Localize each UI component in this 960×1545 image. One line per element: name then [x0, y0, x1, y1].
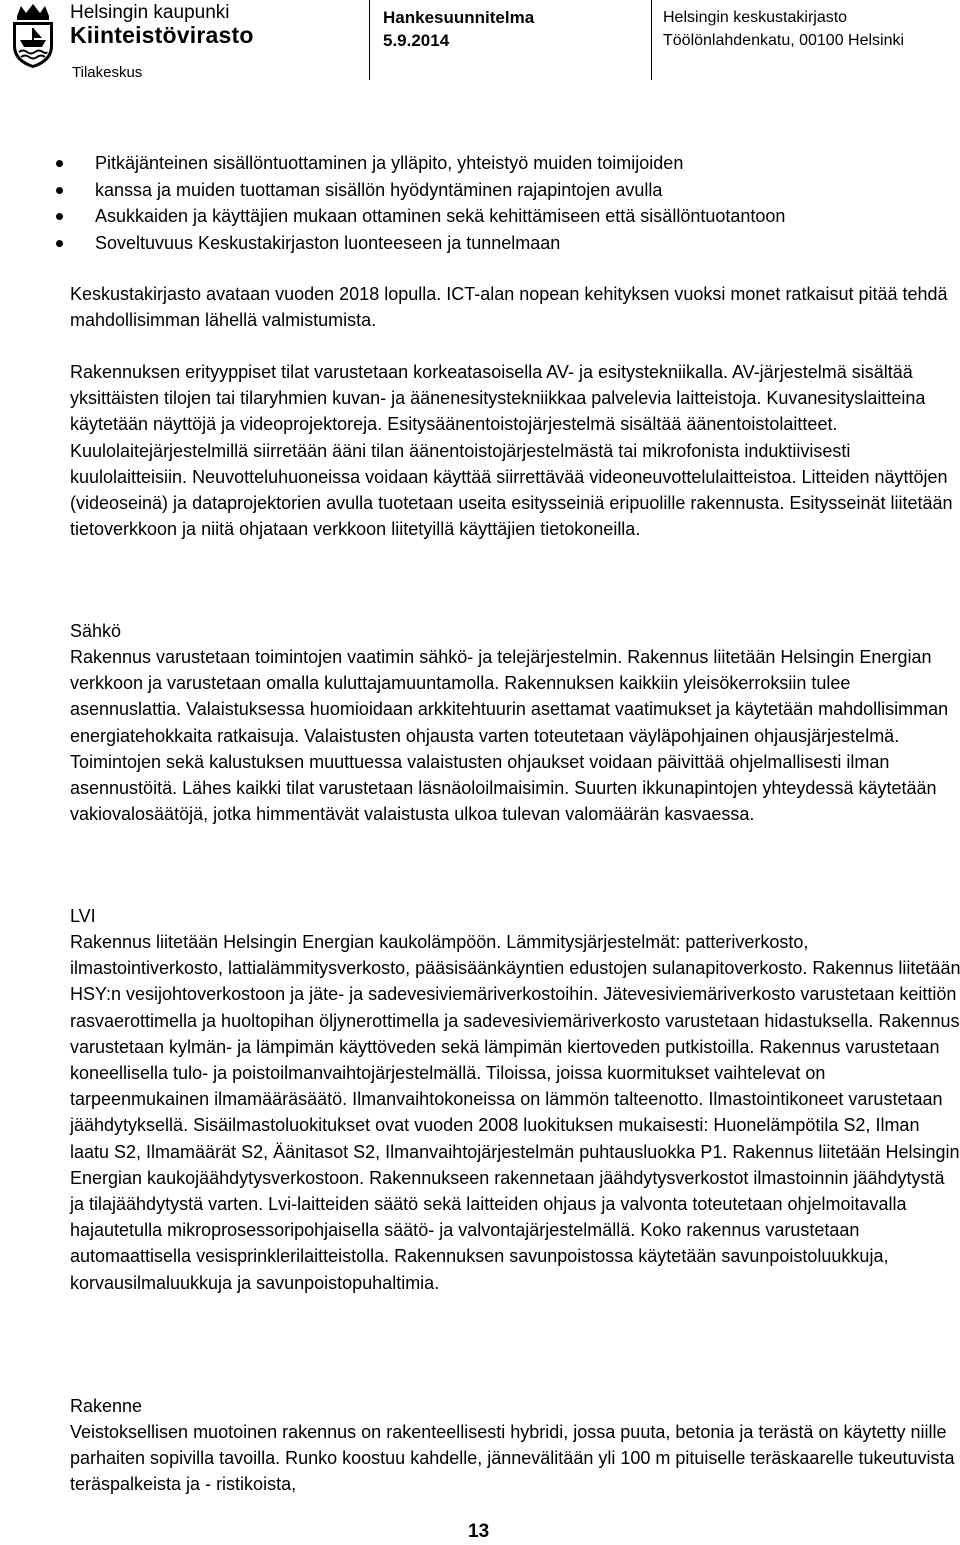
- department-label: Tilakeskus: [72, 64, 143, 81]
- list-item: Asukkaiden ja käyttäjien mukaan ottaminen sekä kehittämiseen että sisällöntuotantoon: [70, 203, 785, 230]
- org-top-line: Helsingin kaupunki: [70, 2, 230, 23]
- lvi-paragraph: Rakennus liitetään Helsingin Energian kaukolämpöön. Lämmitysjärjestelmät: patteriverkosto, ilmastointiverkosto, lattialämmitysverkosto, pääsisäänkäyntien edustojen sulanapitoverkosto. Rakennus liitetään HSY:n vesijohtoverkostoon ja jäte- ja sadevesiviemäriverkostoihin. Jätevesiviemäriverkosto varustetaan keittiön rasvaerottimella ja huoltopihan öljynerottimella ja sadevesiviemäriverkosto varustetaan hidastuksella. Rakennus varustetaan kylmän- ja lämpimän käyttöveden sekä lämpimän kiertoveden putkistoilla. Rakennus varustetaan koneellisella tulo- ja poistoilmanvaihtojärjestelmällä. Tiloissa, joissa kuormitukset vaihtelevat on tarpeenmukainen ilmamääräsäätö. Ilmanvaihtokoneissa on lämmön talteenotto. Ilmastointikoneet varustetaan jäähdytyksellä. Sisäilmastoluokitukset ovat vuoden 2008 luokituksen mukaisesti: Huonelämpötila S2, Ilman laatu S2, Ilmamäärät S2, Äänitasot S2, Ilmanvaihtojärjestelmän puhtausluokka P1. Rakennus liitetään Helsingin Energian kaukojäähdytysverkostoon. Rakennukseen rakennetaan jäähdytysverkostot ilmastoinnin jäähdytystä ja tilajäähdytystä varten. Lvi-laitteiden säätö sekä laitteiden ohjaus ja valvonta toteutetaan ohjelmoitavalla hajautetulla mikroprosessoripohjaisella säätö- ja valvontajärjestelmällä. Koko rakennus varustetaan automaattisella vesisprinklerilaitteistolla. Rakennuksen savunpoistossa käytetään savunpoistoluukkuja, korvausilmaluukkuja ja savunpoistopuhaltimia.: [70, 932, 960, 1293]
- header-divider: [369, 0, 370, 80]
- rakenne-paragraph: Veistoksellisen muotoinen rakennus on rakenteellisesti hybridi, jossa puuta, betonia ja terästä on käytetty niille parhaiten sopivilla tavoilla. Runko koostuu kahdelle, jännevälitään yli 100 m pituiselle teräskaarelle tukeutuvista teräspalkeista ja - ristikoista,: [70, 1422, 955, 1495]
- document-type: Hankesuunnitelma: [383, 8, 535, 27]
- page-number: 13: [468, 1521, 490, 1542]
- org-main-line: Kiinteistövirasto: [70, 22, 254, 48]
- list-item: kanssa ja muiden tuottaman sisällön hyödyntäminen rajapintojen avulla: [70, 177, 785, 204]
- helsinki-crest-icon: [4, 2, 62, 70]
- document-date: 5.9.2014: [383, 31, 450, 50]
- project-address: Töölönlahdenkatu, 00100 Helsinki: [663, 32, 905, 49]
- opening-paragraph: Keskustakirjasto avataan vuoden 2018 lopulla. ICT-alan nopean kehityksen vuoksi monet ratkaisut pitää tehdä mahdollisimman lähellä valmistumista.: [70, 284, 948, 331]
- organization-name: [70, 3, 254, 47]
- bullet-list: [70, 150, 785, 256]
- section-heading-rakenne: Rakenne: [70, 1396, 143, 1416]
- page-header: [0, 0, 960, 90]
- av-paragraph: Rakennuksen erityyppiset tilat varustetaan korkeatasoisella AV- ja esitystekniikalla. AV-järjestelmä sisältää yksittäisten tilojen tai tilaryhmien kuvan- ja äänenesitystekniikkaa palvelevia laitteistoja. Kuvanesityslaitteina käytetään näyttöjä ja videoprojektoreja. Esitysäänentoistojärjestelmä sisältää äänentoistolaitteet. Kuulolaitejärjestelmillä siirretään ääni tilan äänentoistojärjestelmästä tai mikrofonista induktiivisesti kuulolaitteisiin. Neuvotteluhuoneissa voidaan käyttää siirrettävää videoneuvottelulaitteistoa. Litteiden näyttöjen (videoseinä) ja dataprojektorien avulla tuotetaan useita esitysseiniä eripuolille rakennusta. Esitysseinät liitetään tietoverkkoon ja niitä ohjataan verkkoon liitetyillä käyttäjien tietokoneilla.: [70, 362, 953, 540]
- sahko-paragraph: Rakennus varustetaan toimintojen vaatimin sähkö- ja telejärjestelmin. Rakennus liitetään Helsingin Energian verkkoon ja varustetaan omalla kuluttajamuuntamolla. Rakennuksen kaikkiin yleisökerroksiin tulee asennuslattia. Valaistuksessa huomioidaan arkkitehtuurin asettamat vaatimukset ja käytetään mahdollisimman energiatehokkaita ratkaisuja. Valaistusten ohjausta varten toteutetaan väyläpohjainen ohjausjärjestelmä. Toimintojen sekä kalustuksen muuttuessa valaistusten ohjaukset voidaan päivittää ohjelmallisesti ilman asennustöitä. Lähes kaikki tilat varustetaan läsnäoloilmaisimin. Suurten ikkunapintojen yhteydessä käytetään vakiovalosäätöjä, jotka himmentävät valaistusta ulkoa tulevan valomäärän kasvaessa.: [70, 647, 949, 825]
- header-divider: [651, 0, 652, 80]
- project-block: [663, 6, 904, 52]
- section-heading-lvi: LVI: [70, 906, 96, 926]
- list-item: Soveltuvuus Keskustakirjaston luonteeseen ja tunnelmaan: [70, 230, 785, 257]
- project-name: Helsingin keskustakirjasto: [663, 9, 848, 26]
- document-type-block: [383, 6, 534, 52]
- list-item: Pitkäjänteinen sisällöntuottaminen ja ylläpito, yhteistyö muiden toimijoiden: [70, 150, 785, 177]
- section-heading-sahko: Sähkö: [70, 621, 122, 641]
